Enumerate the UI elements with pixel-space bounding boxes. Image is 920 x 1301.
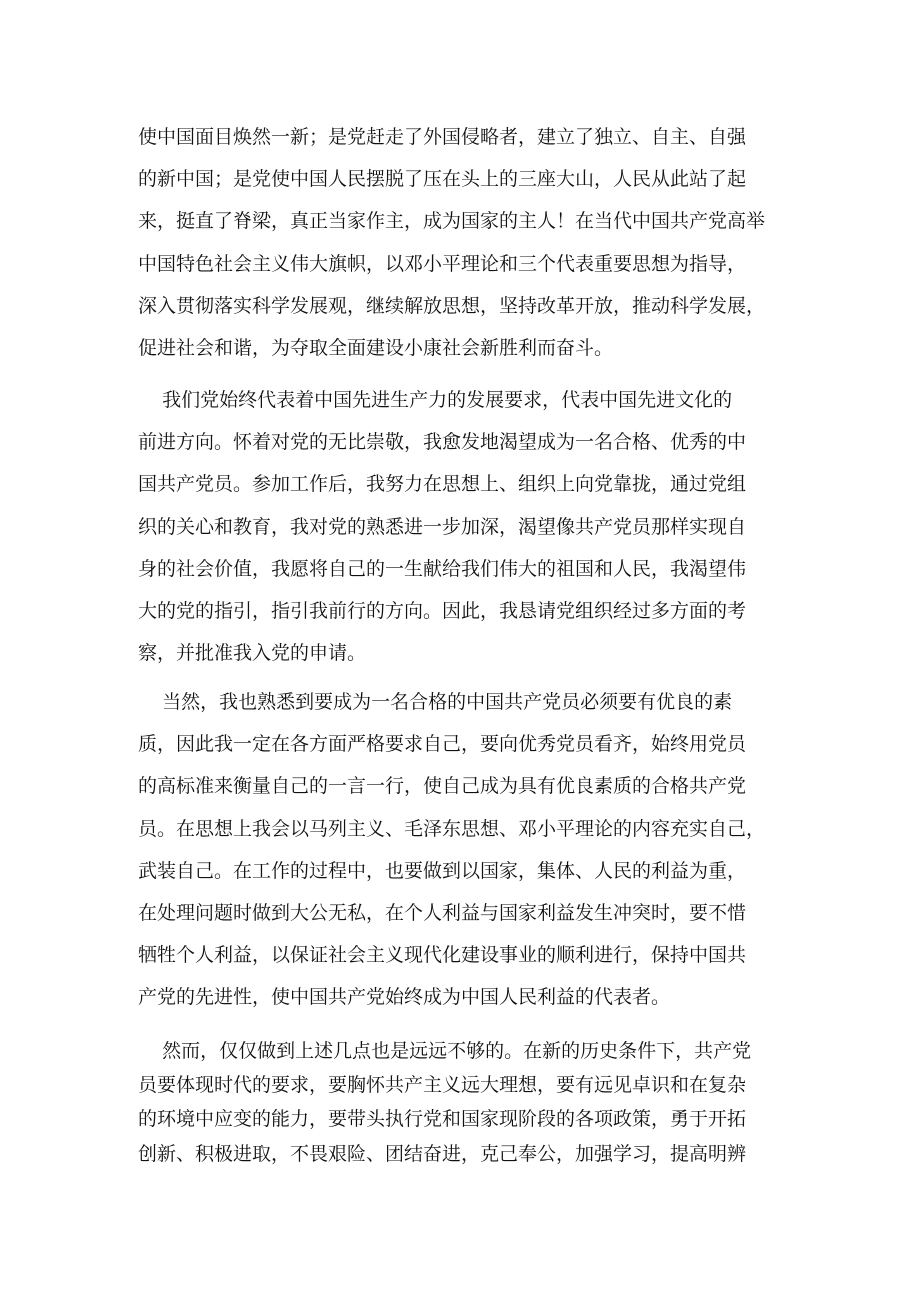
paragraph-1: 使中国面目焕然一新；是党赶走了外国侵略者，建立了独立、自主、自强 的新中国；是党使中国人民摆脱了压在头上的三座大山，人民从此站了起 来，挺直了脊梁，真正当家作主，成为国家的主人！在当代中国共产党高举 中国特色社会主义伟大旗帜，以邓小平理论和三个代表重要思想为指导， 深入贯彻落实科学发展观，继续解放思想，坚持改革开放，推动科学发展， 促进社会和谐，为夺取全面建设小康社会新胜利而奋斗。 — [138, 126, 766, 360]
paragraph-2: 我们党始终代表着中国先进生产力的发展要求，代表中国先进文化的 前进方向。怀着对党的无比崇敬，我愈发地渴望成为一名合格、优秀的中 国共产党员。参加工作后，我努力在思想上、组织上向党靠拢，通过党组 织的关心和教育，我对党的熟悉进一步加深，渴望像共产党员那样实现自 身的社会价值，我愿将自己的一生献给我们伟大的祖国和人民，我渴望伟 大的党的指引，指引我前行的方向。因此，我恳请党组织经过多方面的考 察，并批准我入党的申请。 — [138, 389, 747, 665]
paragraph-3: 当然，我也熟悉到要成为一名合格的中国共产党员必须要有优良的素 质，因此我一定在各方面严格要求自己，要向优秀党员看齐，始终用党员 的高标准来衡量自己的一言一行，使自己成为具有优良素质的合格共产党 员。在思想上我会以马列主义、毛泽东思想、邓小平理论的内容充实自己， 武装自己。在工作的过程中，也要做到以国家，集体、人民的利益为重， 在处理问题时做到大公无私，在个人利益与国家利益发生冲突时，要不惜 牺牲个人利益，以保证社会主义现代化建设事业的顺利进行，保持中国共 产党的先进性，使中国共产党始终成为中国人民利益的代表者。 — [138, 691, 766, 1009]
paragraph-4: 然而，仅仅做到上述几点也是远远不够的。在新的历史条件下，共产党 员要体现时代的要求，要胸怀共产主义远大理想，要有远见卓识和在复杂 的环境中应变的能力，要带头执行党和国家现阶段的各项政策，勇于开拓 创新、积极进取，不畏艰险、团结奋进，克己奉公，加强学习，提高明辨 — [138, 1040, 752, 1165]
